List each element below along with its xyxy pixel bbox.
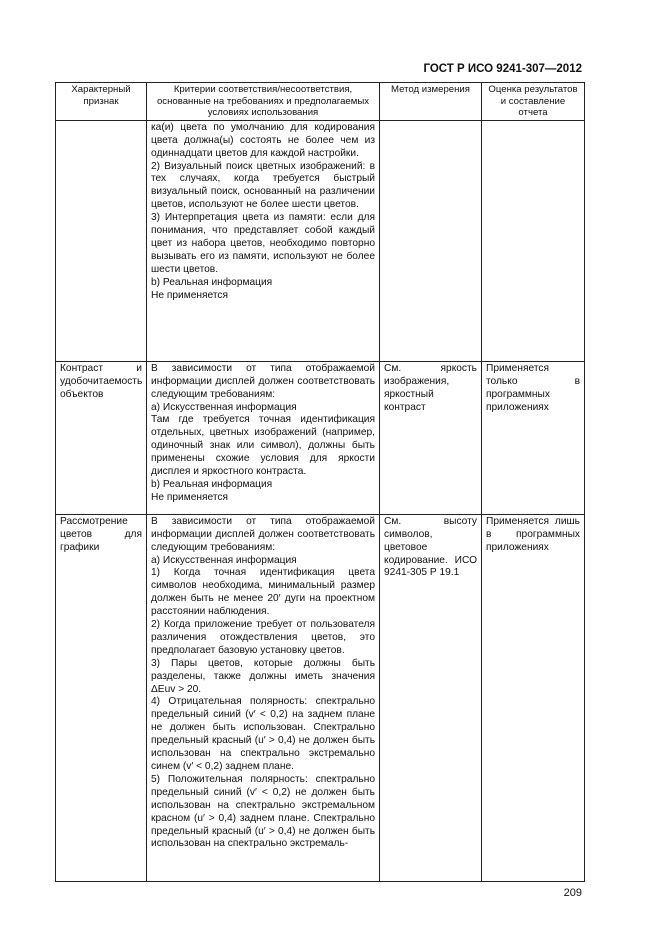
table-row bbox=[56, 120, 585, 361]
column-header: Оценка результатов и составление отчета bbox=[482, 83, 585, 121]
criteria-cell bbox=[147, 361, 380, 514]
criteria-paragraph: Там где требуется точная идентификация отдельных, цветных изображений (например, одиночный знак или символ), должны быть применены схожие условия для яркости дисплея и яркостного контраста. bbox=[151, 414, 375, 478]
criteria-paragraph: b) Реальная информация bbox=[151, 276, 273, 288]
requirements-table bbox=[55, 82, 585, 882]
evaluation-cell bbox=[482, 120, 585, 361]
criteria-paragraph: 4) Отрицательная полярность: спектрально предельный синий (v′ < 0,2) на заднем плане не должен быть использован. Спектрально предельный красный (u′ > 0,4) не должен быть использован на спектрально экстремально синем (v′ < 0,2) заднем плане. bbox=[151, 696, 375, 772]
criteria-paragraph: Не применяется bbox=[151, 491, 229, 503]
feature-cell: Рассмотрение цветов для графики bbox=[56, 514, 147, 881]
criteria-paragraph: ка(и) цвета по умолчанию для кодирования цвета должна(ы) состоять не более чем из одиннадцати цветов для каждой настройки. bbox=[151, 121, 375, 159]
evaluation-cell: Применяется только в программных приложениях bbox=[482, 361, 585, 514]
table-header-row bbox=[56, 83, 585, 121]
criteria-paragraph: 5) Положительная полярность: спектрально предельный синий (v′ < 0,2) не должен быть использован на спектрально экстремальном красном (u′ > 0,4) заднем плане. Спектрально предельный красный (u′ > 0,4) не должен быть использован на спектрально экстремаль- bbox=[151, 773, 375, 850]
table-row bbox=[56, 514, 585, 881]
criteria-paragraph: 2) Когда приложение требует от пользователя различения отождествления цветов, это предполагает базовую установку цветов. bbox=[151, 619, 375, 656]
criteria-paragraph: Не применяется bbox=[151, 289, 229, 301]
method-cell: См. яркость изображения, яркостный контраст bbox=[380, 361, 482, 514]
column-header: Характерный признак bbox=[56, 83, 147, 121]
column-header: Критерии соответствия/несоответствия, основанные на требованиях и предполагаемых условиях использования bbox=[147, 83, 380, 121]
criteria-cell bbox=[147, 120, 380, 361]
page-number: 209 bbox=[563, 887, 582, 899]
column-header: Метод измерения bbox=[380, 83, 482, 121]
criteria-paragraph: 2) Визуальный поиск цветных изображений: в тех случаях, когда требуется быстрый визуальный поиск, основанный на различении цветов, используют не более шести цветов. bbox=[151, 160, 375, 211]
criteria-paragraph: 1) Когда точная идентификация цвета символов необходима, минимальный размер должен быть не менее 20′ дуги на проектном расстоянии наблюдения. bbox=[151, 567, 375, 618]
criteria-paragraph: 3) Пары цветов, которые должны быть разделены, также должны иметь значения ΔEuv > 20. bbox=[151, 657, 375, 695]
criteria-paragraph: 3) Интерпретация цвета из памяти: если для понимания, что представляет собой каждый цвет из набора цветов, необходимо повторно вызывать его из памяти, используют не более шести цветов. bbox=[151, 212, 375, 275]
criteria-paragraph: В зависимости от типа отображаемой информации дисплей должен соответствовать следующим требованиям: bbox=[151, 515, 375, 553]
table-row bbox=[56, 361, 585, 514]
feature-cell: Контраст и удобочитаемость объектов bbox=[56, 361, 147, 514]
feature-cell bbox=[56, 120, 147, 361]
evaluation-cell: Применяется лишь в программных приложениях bbox=[482, 514, 585, 881]
method-cell: См. высоту символов, цветовое кодирование. ИСО 9241-305 Р 19.1 bbox=[380, 514, 482, 881]
criteria-paragraph: В зависимости от типа отображаемой информации дисплей должен соответствовать следующим требованиям: bbox=[151, 362, 375, 400]
document-header: ГОСТ Р ИСО 9241-307—2012 bbox=[423, 63, 582, 75]
criteria-paragraph: a) Искусственная информация bbox=[151, 401, 297, 413]
criteria-paragraph: b) Реальная информация bbox=[151, 478, 273, 490]
method-cell bbox=[380, 120, 482, 361]
criteria-paragraph: a) Искусственная информация bbox=[151, 554, 297, 566]
criteria-cell bbox=[147, 514, 380, 881]
